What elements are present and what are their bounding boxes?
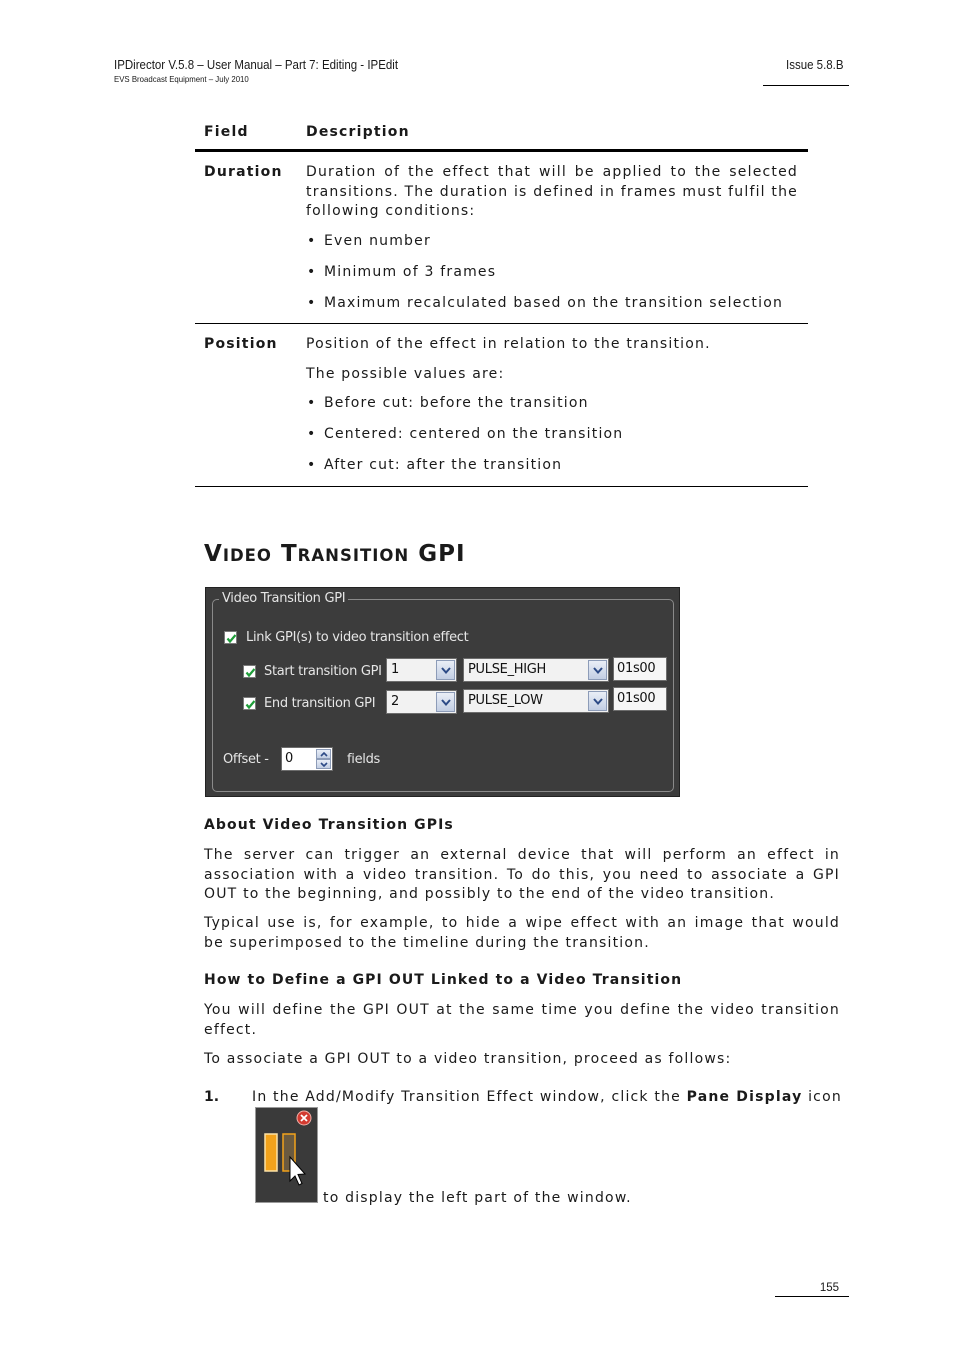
list-item: • Before cut: before the transition	[306, 394, 798, 414]
list-item: • Minimum of 3 frames	[306, 263, 798, 283]
pane-display-term: Pane Display	[686, 1089, 803, 1105]
field-description	[306, 324, 798, 486]
stepper-down-button[interactable]	[316, 759, 331, 769]
page-number: 155	[819, 1282, 839, 1294]
start-duration-field[interactable]: 01s00	[613, 657, 667, 681]
pane-display-icon[interactable]	[255, 1107, 318, 1203]
start-pulse-select[interactable]: PULSE_HIGH	[463, 658, 609, 682]
table-row-position	[195, 324, 808, 487]
end-gpi-select[interactable]: 2	[386, 690, 457, 714]
start-gpi-select[interactable]: 1	[386, 658, 457, 682]
end-transition-label: End transition GPI	[264, 696, 376, 711]
field-description-table	[195, 118, 808, 487]
link-gpi-checkbox[interactable]	[224, 631, 237, 644]
list-item: • After cut: after the transition	[306, 456, 798, 476]
dropdown-button[interactable]	[436, 692, 455, 712]
column-header-field: Field	[204, 124, 249, 140]
document-title: IPDirector V.5.8 – User Manual – Part 7: Editing - IPEdit	[114, 58, 399, 72]
pane-display-graphic	[256, 1108, 319, 1204]
column-header-description: Description	[306, 124, 410, 140]
dropdown-button[interactable]	[588, 660, 607, 680]
step-number: 1.	[204, 1089, 220, 1105]
chevron-down-icon	[320, 762, 328, 767]
list-item: • Centered: centered on the transition	[306, 425, 798, 445]
howto-paragraph-1: You will define the GPI OUT at the same time you define the video transition effect.	[204, 1002, 840, 1038]
group-box-title: Video Transition GPI	[219, 591, 348, 606]
header-rule	[763, 85, 849, 86]
start-transition-label: Start transition GPI	[264, 664, 382, 679]
description-text: Duration of the effect that will be applied to the selected transitions. The duration is defined in frames must fulfil the following conditions:	[306, 164, 798, 219]
checkmark-icon	[244, 666, 257, 679]
field-name: Duration	[204, 164, 283, 180]
offset-stepper[interactable]: 0	[281, 747, 333, 771]
howto-paragraph-2: To associate a GPI OUT to a video transition, proceed as follows:	[204, 1051, 732, 1067]
checkmark-icon	[244, 698, 257, 711]
link-gpi-label: Link GPI(s) to video transition effect	[246, 630, 469, 645]
fields-label: fields	[347, 752, 381, 767]
table-row-duration	[195, 152, 808, 324]
chevron-down-icon	[441, 699, 451, 706]
field-name: Position	[204, 336, 278, 352]
end-pulse-select[interactable]: PULSE_LOW	[463, 689, 609, 713]
description-text: Position of the effect in relation to the transition.	[306, 336, 711, 352]
chevron-up-icon	[320, 752, 328, 757]
end-duration-field[interactable]: 01s00	[613, 687, 667, 711]
stepper-up-button[interactable]	[316, 749, 331, 759]
dropdown-button[interactable]	[436, 660, 455, 680]
issue-label: Issue 5.8.B	[786, 58, 844, 72]
about-paragraph-1: The server can trigger an external device that will perform an effect in association with a video transition. To do this, you need to associate a GPI OUT to the beginning, and possibly to the end of the video transition.	[204, 847, 840, 902]
about-paragraph-2: Typical use is, for example, to hide a wipe effect with an image that would be superimposed to the timeline during the transition.	[204, 915, 840, 951]
end-transition-checkbox[interactable]	[243, 697, 256, 710]
checkmark-icon	[225, 632, 238, 645]
dropdown-button[interactable]	[588, 691, 607, 711]
condition-list	[306, 232, 798, 314]
chevron-down-icon	[441, 667, 451, 674]
step-continuation: to display the left part of the window.	[323, 1190, 632, 1206]
chevron-down-icon	[593, 698, 603, 705]
value-list	[306, 394, 798, 476]
start-transition-checkbox[interactable]	[243, 665, 256, 678]
description-text: The possible values are:	[306, 365, 505, 382]
list-item: • Even number	[306, 232, 798, 252]
document-subtitle: EVS Broadcast Equipment – July 2010	[114, 74, 249, 84]
list-item: • Maximum recalculated based on the transition selection	[306, 294, 798, 314]
video-transition-gpi-panel	[205, 587, 680, 797]
table-header-row	[195, 118, 808, 152]
step-text: In the Add/Modify Transition Effect window, click the Pane Display icon	[252, 1089, 842, 1105]
chevron-down-icon	[593, 667, 603, 674]
about-heading: About Video Transition GPIs	[204, 817, 454, 833]
howto-heading: How to Define a GPI OUT Linked to a Video Transition	[204, 972, 683, 988]
field-description	[306, 152, 798, 323]
offset-label: Offset -	[223, 752, 269, 767]
footer-rule	[775, 1296, 849, 1297]
section-heading: VIDEO TRANSITION GPI	[204, 541, 466, 567]
